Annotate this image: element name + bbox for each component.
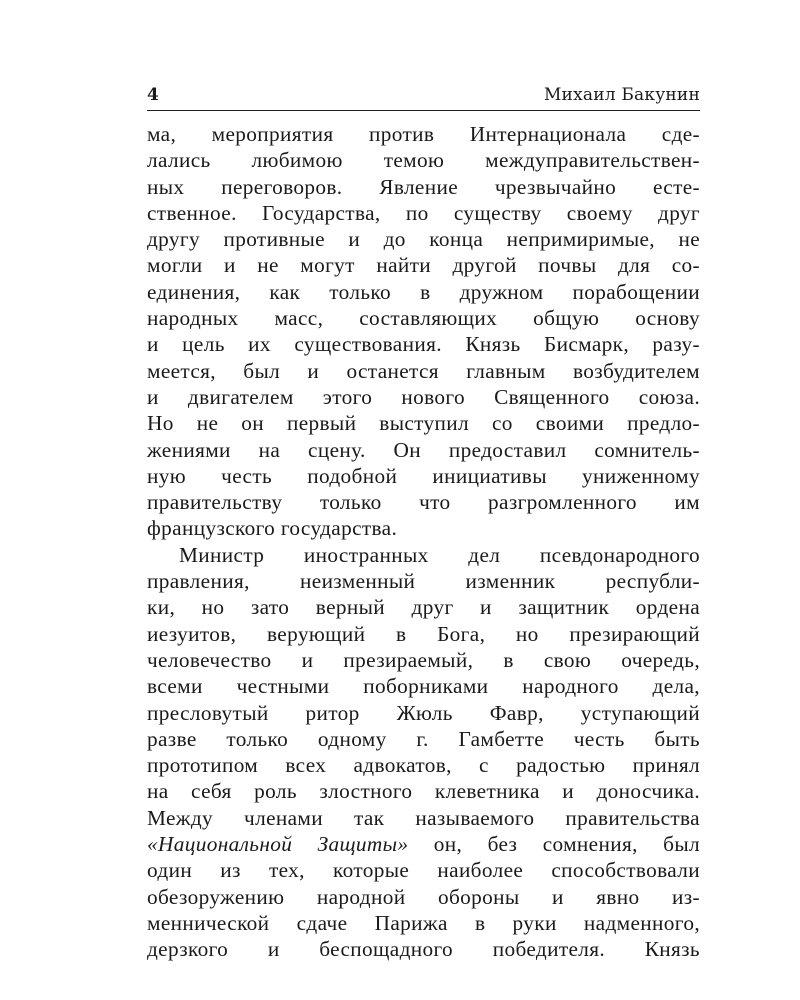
paragraph-1 <box>147 121 700 542</box>
body-text <box>147 121 700 963</box>
text-line: ки, но зато верный друг и защитник ордена <box>147 595 700 620</box>
running-head-author: Михаил Бакунин <box>543 85 700 105</box>
text-line: жениями на сцену. Он предоставил сомнитель- <box>147 437 700 462</box>
text-line: иезуитов, верующий в Бога, но презирающий <box>147 621 700 646</box>
text-line: ственное. Государства, по существу своему друг <box>147 200 700 225</box>
text-line: пресловутый ритор Жюль Фавр, уступающий <box>147 700 700 725</box>
italic-title: «Национальной Защиты» <box>147 832 409 857</box>
text-line: единения, как только в дружном порабощении <box>147 279 700 304</box>
page-number: 4 <box>147 85 159 105</box>
text-line: французского государства. <box>147 516 398 541</box>
text-line: правления, неизменный изменник республи- <box>147 569 700 594</box>
text-line: Но не он первый выступил со своими предло- <box>147 411 700 436</box>
text-line: всеми честными поборниками народного дела, <box>147 674 700 699</box>
italic-line-rest: он, без сомнения, был <box>408 832 700 857</box>
text-line: правительству только что разгромленного им <box>147 490 700 515</box>
running-head <box>147 84 700 111</box>
text-line: один из тех, которые наиболее способствовали <box>147 858 700 883</box>
text-line: прототипом всех адвокатов, с радостью принял <box>147 753 700 778</box>
text-line: и цель их существования. Князь Бисмарк, разу- <box>147 332 700 357</box>
text-line: Между членами так называемого правительства <box>147 805 700 830</box>
text-line: ма, мероприятия против Интернационала сде- <box>147 122 700 146</box>
text-line: на себя роль злостного клеветника и доносчика. <box>147 779 700 804</box>
text-line-italic <box>147 831 700 857</box>
text-line: могли и не могут найти другой почвы для со- <box>147 253 700 278</box>
book-page <box>147 84 700 963</box>
text-line: народных масс, составляющих общую основу <box>147 306 700 331</box>
text-line: Министр иностранных дел псевдонародного <box>179 542 700 567</box>
text-line: и двигателем этого нового Священного союза. <box>147 384 700 409</box>
text-line: ную честь подобной инициативы униженному <box>147 463 700 488</box>
text-line: дерзкого и беспощадного победителя. Князь <box>147 937 700 962</box>
text-line: лались любимою темою междуправительствен- <box>147 148 700 173</box>
text-line: человечество и презираемый, в свою очередь, <box>147 647 700 672</box>
text-line: разве только одному г. Гамбетте честь быть <box>147 726 700 751</box>
text-line: другу противные и до конца непримиримые, не <box>147 227 700 252</box>
text-line: обезоружению народной обороны и явно из- <box>147 884 700 909</box>
text-line: меннической сдаче Парижа в руки надменного, <box>147 910 700 935</box>
text-line: ных переговоров. Явление чрезвычайно есте- <box>147 174 700 199</box>
paragraph-2 <box>147 542 700 963</box>
text-line: меется, был и останется главным возбудителем <box>147 358 700 383</box>
